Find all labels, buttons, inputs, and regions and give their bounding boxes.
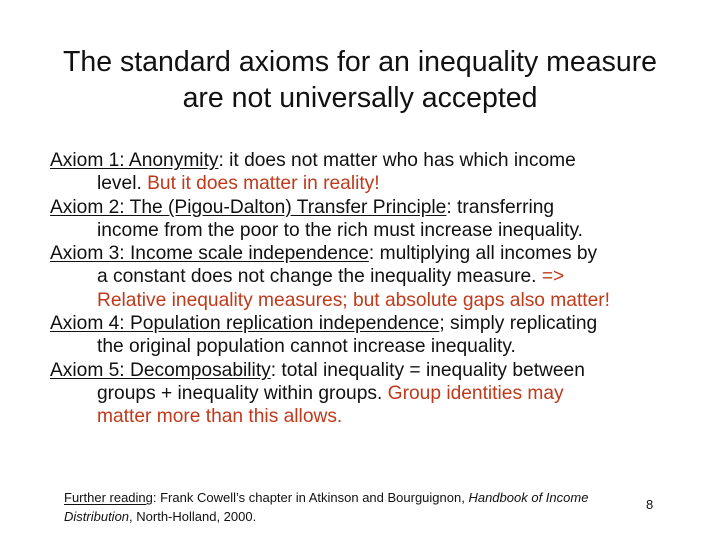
axiom-4-label: Axiom 4: Population replication independence [50,313,440,335]
axiom-list [50,149,710,429]
further-reading-text: : Frank Cowell’s chapter in Atkinson and Bourguignon, [152,490,469,505]
axiom-5-critique: Group identities may [387,382,564,404]
axiom-1-text: : it does not matter who has which income [218,150,576,171]
axiom-1-label: Axiom 1: Anonymity [50,150,219,171]
slide-title-line-1: The standard axioms for an inequality measure [62,46,658,78]
axiom-2-text: : transferring [446,196,555,218]
axiom-5-text: : total inequality = inequality between [270,359,585,381]
axiom-3-label: Axiom 3: Income scale independence [50,243,369,265]
axiom-4 [50,312,710,359]
slide-number: 8 [646,497,654,512]
axiom-2 [50,196,710,243]
axiom-1-critique: But it does matter in reality! [147,173,380,195]
axiom-2-text-cont: income from the poor to the rich must increase inequality. [97,219,583,241]
axiom-3 [50,242,710,312]
slide-title [0,44,720,116]
axiom-3-critique: Relative inequality measures; but absolute gaps also matter! [97,289,611,311]
slide-title-line-2: are not universally accepted [182,82,538,114]
axiom-1-text-cont: level. [97,173,148,195]
axiom-3-arrow: => [541,266,565,288]
axiom-5-critique-cont: matter more than this allows. [97,406,343,428]
further-reading [64,488,694,526]
axiom-4-text: ; simply replicating [439,313,598,335]
axiom-3-text-cont: a constant does not change the inequality measure. [97,266,542,288]
book-title: Handbook of Income [468,490,589,505]
axiom-5-label: Axiom 5: Decomposability [50,359,271,381]
axiom-5 [50,359,710,429]
axiom-3-text: : multiplying all incomes by [368,243,598,265]
axiom-1 [50,149,710,196]
axiom-5-text-cont: groups + inequality within groups. [97,382,388,404]
axiom-2-label: Axiom 2: The (Pigou-Dalton) Transfer Principle [50,196,447,218]
publisher-text: , North-Holland, 2000. [129,509,257,524]
axiom-4-text-cont: the original population cannot increase inequality. [97,336,516,358]
further-reading-label: Further reading [64,490,153,505]
book-title-cont: Distribution [64,509,130,524]
